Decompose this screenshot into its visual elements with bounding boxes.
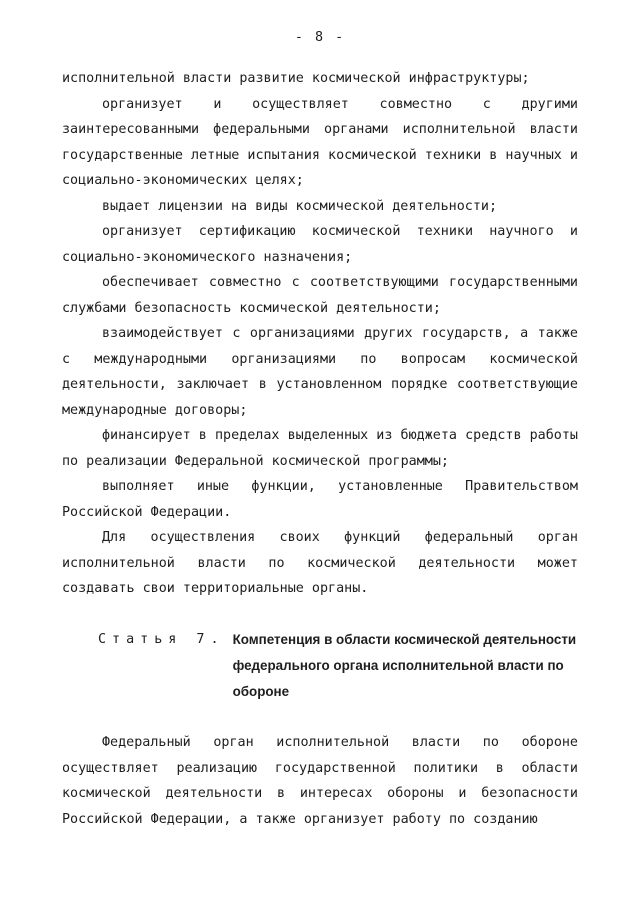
page-number: - 8 - bbox=[294, 30, 346, 45]
paragraph: Для осуществления своих функций федеральный орган исполнительной власти по космической деятельности может создавать свои территориальные органы. bbox=[62, 530, 578, 596]
paragraph: организует и осуществляет совместно с другими заинтересованными федеральными органами исполнительной власти государственные летные испытания космической техники в научных и социально-экономических целях; bbox=[62, 96, 578, 188]
article-label: Статья 7. bbox=[98, 632, 225, 647]
paragraph: взаимодействует с организациями других государств, а также с международными организациями по вопросам космической деятельности, заключает в установленном порядке соответствующие международные договоры; bbox=[62, 326, 578, 418]
paragraph: Федеральный орган исполнительной власти по обороне осуществляет реализацию государственной политики в области космической деятельности в интересах обороны и безопасности Российской Федерации, а также организует работу по созданию bbox=[62, 735, 578, 827]
paragraph: выполняет иные функции, установленные Правительством Российской Федерации. bbox=[62, 479, 578, 520]
article-title: Компетенция в области космической деятельности федерального органа исполнительной власти по обороне bbox=[232, 632, 577, 699]
article-body bbox=[62, 730, 578, 832]
paragraph: выдает лицензии на виды космической деятельности; bbox=[102, 198, 498, 214]
paragraph-continuation: исполнительной власти развитие космической инфраструктуры; bbox=[62, 71, 530, 86]
body-text bbox=[62, 66, 578, 602]
paragraph: финансирует в пределах выделенных из бюджета средств работы по реализации Федеральной космической программы; bbox=[62, 428, 578, 469]
paragraph: обеспечивает совместно с соответствующими государственными службами безопасность космической деятельности; bbox=[62, 275, 578, 316]
paragraph: организует сертификацию космической техники научного и социально-экономического назначения; bbox=[62, 224, 578, 265]
article-heading bbox=[98, 627, 578, 705]
